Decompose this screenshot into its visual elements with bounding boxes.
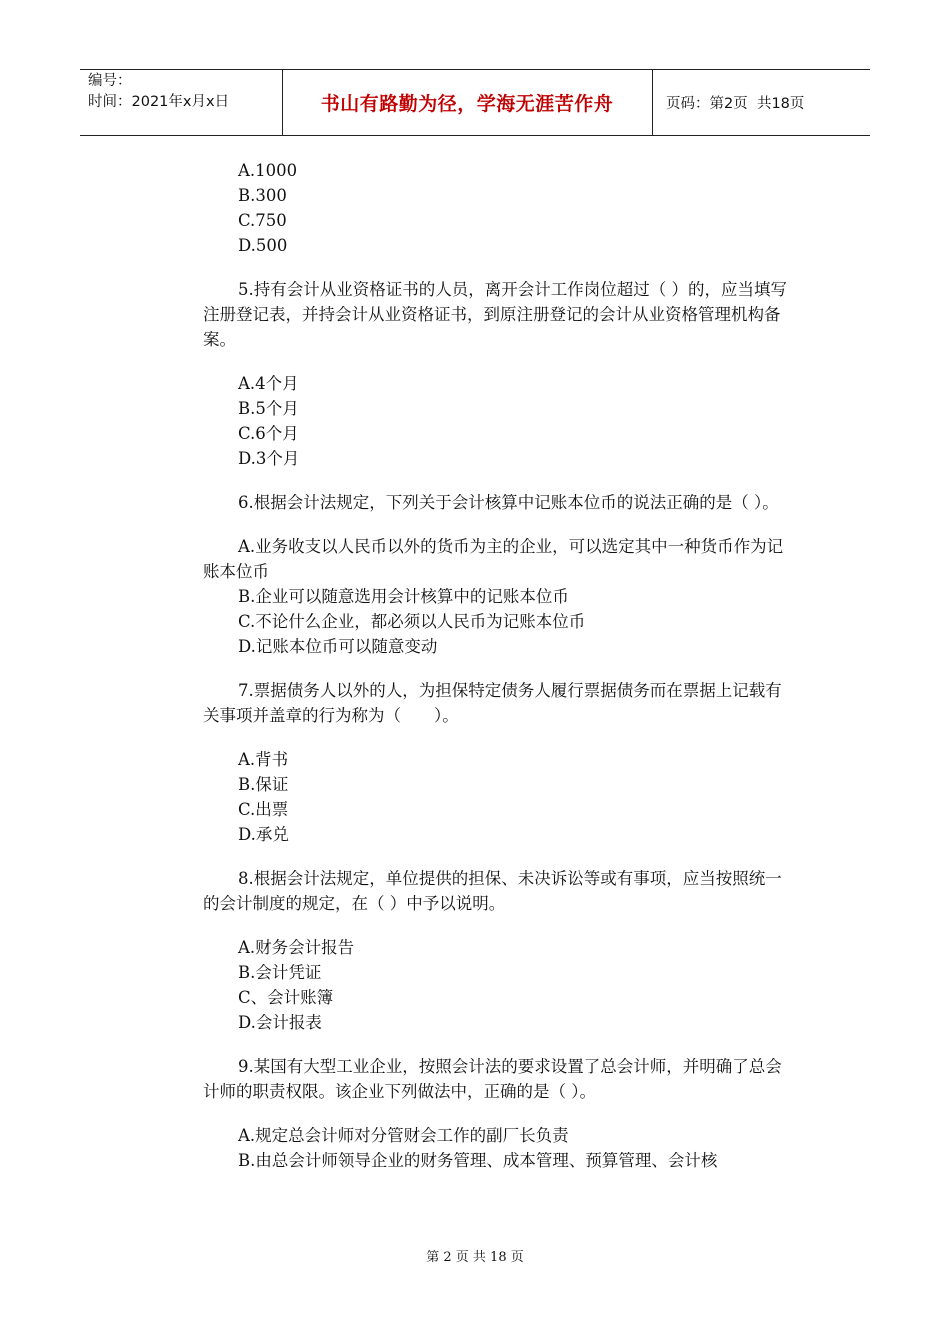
- question-6: 6.根据会计法规定，下列关于会计核算中记账本位币的说法正确的是（ ）。: [238, 493, 779, 512]
- q8-option-c: C、会计账簿: [238, 988, 334, 1007]
- q5-option-a: A.4个月: [238, 374, 299, 393]
- header-number-label: 编号：: [88, 73, 132, 89]
- header-time-label: 时间：2021年x月x日: [88, 94, 230, 110]
- q4-option-b: B.300: [238, 186, 287, 205]
- q4-option-a: A.1000: [238, 161, 298, 180]
- question-7: 7.票据债务人以外的人，为担保特定债务人履行票据债务而在票据上记载有关事项并盖章的行为称为（ ）。: [203, 681, 782, 725]
- q8-option-d: D.会计报表: [238, 1013, 322, 1032]
- q7-option-a: A.背书: [238, 750, 289, 769]
- q4-option-c: C.750: [238, 211, 287, 230]
- q6-option-d: D.记账本位币可以随意变动: [238, 637, 438, 656]
- header-page-info: 页码：第2页 共18页: [666, 96, 805, 112]
- q7-option-b: B.保证: [238, 775, 289, 794]
- q7-option-d: D.承兑: [238, 825, 289, 844]
- q5-option-b: B.5个月: [238, 399, 299, 418]
- page-header: [80, 69, 870, 136]
- q6-option-a: A.业务收支以人民币以外的货币为主的企业，可以选定其中一种货币作为记账本位币: [203, 537, 784, 581]
- q6-option-c: C.不论什么企业，都必须以人民币为记账本位币: [238, 612, 586, 631]
- q4-options: [203, 158, 797, 258]
- page-footer: 第 2 页 共 18 页: [426, 1250, 524, 1265]
- header-divider: [652, 70, 653, 135]
- q9-option-b: B.由总会计师领导企业的财务管理、成本管理、预算管理、会计核: [238, 1151, 718, 1170]
- question-9: 9.某国有大型工业企业，按照会计法的要求设置了总会计师，并明确了总会计师的职责权限。该企业下列做法中，正确的是（ ）。: [203, 1057, 782, 1101]
- q8-option-b: B.会计凭证: [238, 963, 322, 982]
- q6-option-b: B.企业可以随意选用会计核算中的记账本位币: [238, 587, 569, 606]
- q4-option-d: D.500: [238, 236, 288, 255]
- q8-option-a: A.财务会计报告: [238, 938, 355, 957]
- question-8: 8.根据会计法规定，单位提供的担保、未决诉讼等或有事项，应当按照统一的会计制度的规定，在（ ）中予以说明。: [203, 869, 782, 913]
- q6-options: [203, 534, 797, 659]
- q5-options: [203, 371, 797, 471]
- header-motto: 书山有路勤为径，学海无涯苦作舟: [320, 93, 614, 115]
- document-body: [203, 158, 797, 1173]
- q7-options: [203, 747, 797, 847]
- q8-options: [203, 935, 797, 1035]
- q7-option-c: C.出票: [238, 800, 289, 819]
- q5-option-d: D.3个月: [238, 449, 300, 468]
- q5-option-c: C.6个月: [238, 424, 299, 443]
- header-meta: [80, 70, 282, 135]
- q9-option-a: A.规定总会计师对分管财会工作的副厂长负责: [238, 1126, 569, 1145]
- q9-options: [203, 1123, 797, 1173]
- question-5: 5.持有会计从业资格证书的人员，离开会计工作岗位超过（ ）的，应当填写注册登记表，并持会计从业资格证书，到原注册登记的会计从业资格管理机构备案。: [203, 280, 787, 349]
